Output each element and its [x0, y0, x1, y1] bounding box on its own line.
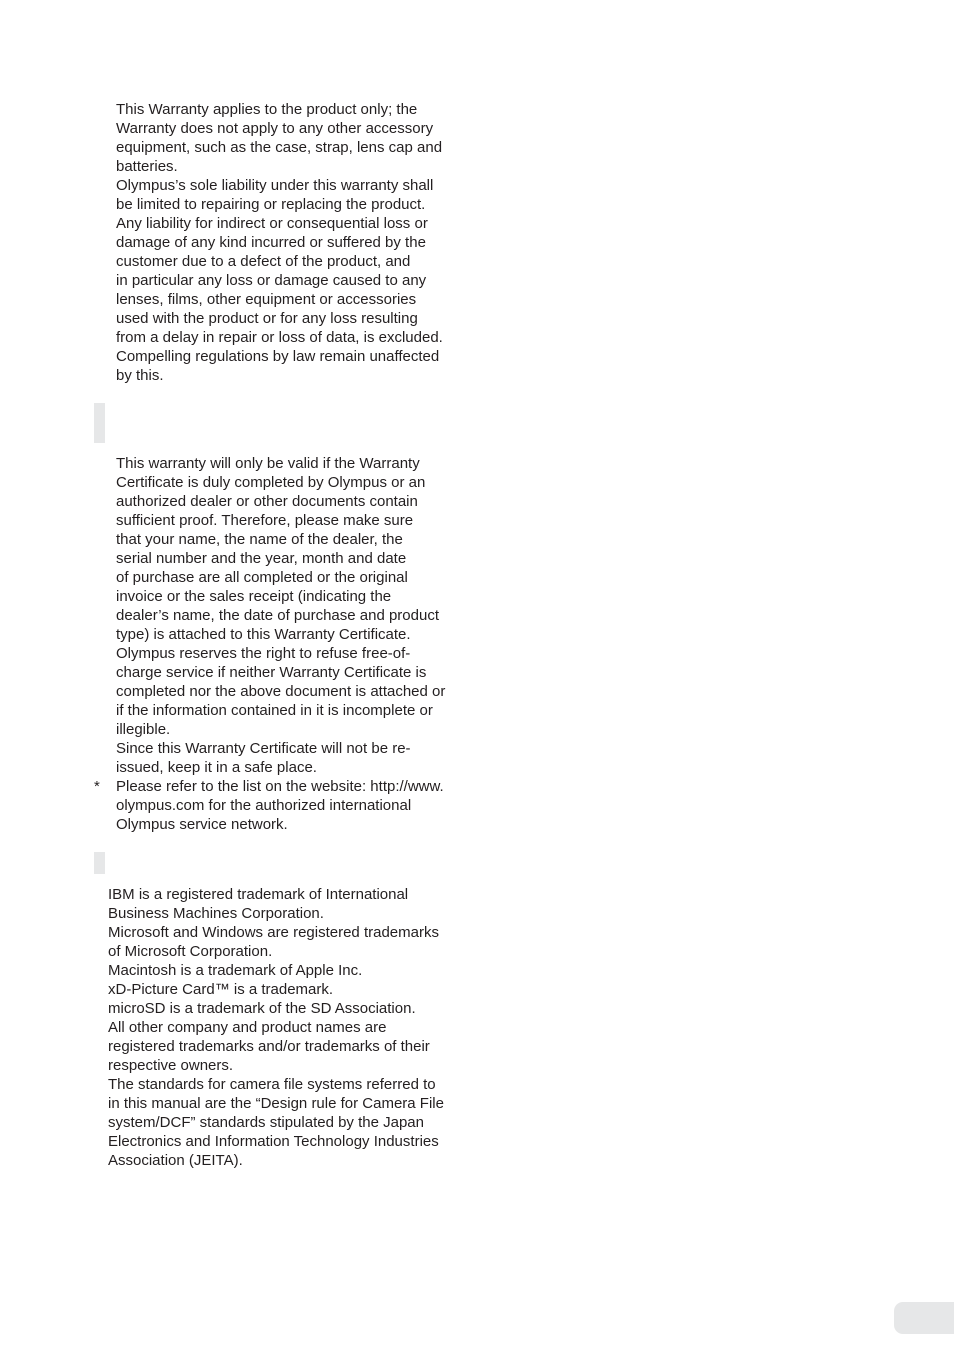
text-line: Electronics and Information Technology Industries	[108, 1133, 439, 1150]
text-line: in this manual are the “Design rule for Camera File	[108, 1095, 444, 1112]
text-line: damage of any kind incurred or suffered by the	[116, 234, 426, 251]
text-line: if the information contained in it is incomplete or	[116, 702, 433, 719]
text-line: from a delay in repair or loss of data, is excluded.	[116, 329, 443, 346]
text-line: lenses, films, other equipment or accessories	[116, 291, 417, 308]
text-line: Association (JEITA).	[108, 1152, 243, 1169]
text-line: used with the product or for any loss resulting	[116, 310, 418, 327]
text-line: xD-Picture Card™ is a trademark.	[108, 981, 334, 998]
text-line: completed nor the above document is attached or	[116, 683, 446, 700]
note-line: Please refer to the list on the website: http://www.	[116, 778, 444, 795]
text-line: This warranty will only be valid if the Warranty	[116, 455, 420, 472]
text-line: batteries.	[116, 158, 178, 175]
note-line: olympus.com for the authorized international	[116, 797, 412, 814]
text-line: that your name, the name of the dealer, the	[116, 531, 403, 548]
text-line: by this.	[116, 367, 164, 384]
text-line: Olympus reserves the right to refuse free-of-	[116, 645, 411, 662]
text-line: Compelling regulations by law remain unaffected	[116, 348, 440, 365]
section-heading-bar	[94, 403, 105, 443]
warranty-validity-text	[116, 454, 476, 834]
text-line: Business Machines Corporation.	[108, 905, 324, 922]
text-line: Microsoft and Windows are registered trademarks	[108, 924, 439, 941]
text-line: issued, keep it in a safe place.	[116, 759, 317, 776]
text-line: in particular any loss or damage caused to any	[116, 272, 427, 289]
trademarks-text	[108, 885, 468, 1170]
warranty-scope-text	[116, 100, 476, 385]
text-line: Warranty does not apply to any other accessory	[116, 120, 434, 137]
text-line: Olympus’s sole liability under this warranty shall	[116, 177, 434, 194]
section-heading-bar	[94, 852, 105, 874]
text-line: illegible.	[116, 721, 171, 738]
text-line: invoice or the sales receipt (indicating the	[116, 588, 392, 605]
text-line: registered trademarks and/or trademarks of their	[108, 1038, 430, 1055]
text-line: serial number and the year, month and date	[116, 550, 407, 567]
text-line: sufficient proof. Therefore, please make sure	[116, 512, 414, 529]
text-line: authorized dealer or other documents contain	[116, 493, 418, 510]
text-line: This Warranty applies to the product only; the	[116, 101, 418, 118]
note-line: Olympus service network.	[116, 816, 288, 833]
text-line: be limited to repairing or replacing the product.	[116, 196, 426, 213]
text-line: The standards for camera file systems referred to	[108, 1076, 436, 1093]
text-line: Certificate is duly completed by Olympus or an	[116, 474, 426, 491]
text-line: customer due to a defect of the product, and	[116, 253, 411, 270]
note-asterisk: *	[94, 778, 100, 795]
text-line: type) is attached to this Warranty Certificate.	[116, 626, 411, 643]
text-line: microSD is a trademark of the SD Association.	[108, 1000, 416, 1017]
text-line: dealer’s name, the date of purchase and product	[116, 607, 439, 624]
text-line: Since this Warranty Certificate will not be re-	[116, 740, 411, 757]
text-line: system/DCF” standards stipulated by the Japan	[108, 1114, 424, 1131]
text-line: Any liability for indirect or consequential loss or	[116, 215, 428, 232]
text-line: All other company and product names are	[108, 1019, 387, 1036]
text-line: of Microsoft Corporation.	[108, 943, 273, 960]
text-line: IBM is a registered trademark of International	[108, 886, 409, 903]
text-line: Macintosh is a trademark of Apple Inc.	[108, 962, 363, 979]
text-line: equipment, such as the case, strap, lens cap and	[116, 139, 443, 156]
text-line: of purchase are all completed or the original	[116, 569, 408, 586]
text-line: charge service if neither Warranty Certificate is	[116, 664, 427, 681]
page-number-tab	[894, 1302, 954, 1334]
text-line: respective owners.	[108, 1057, 234, 1074]
